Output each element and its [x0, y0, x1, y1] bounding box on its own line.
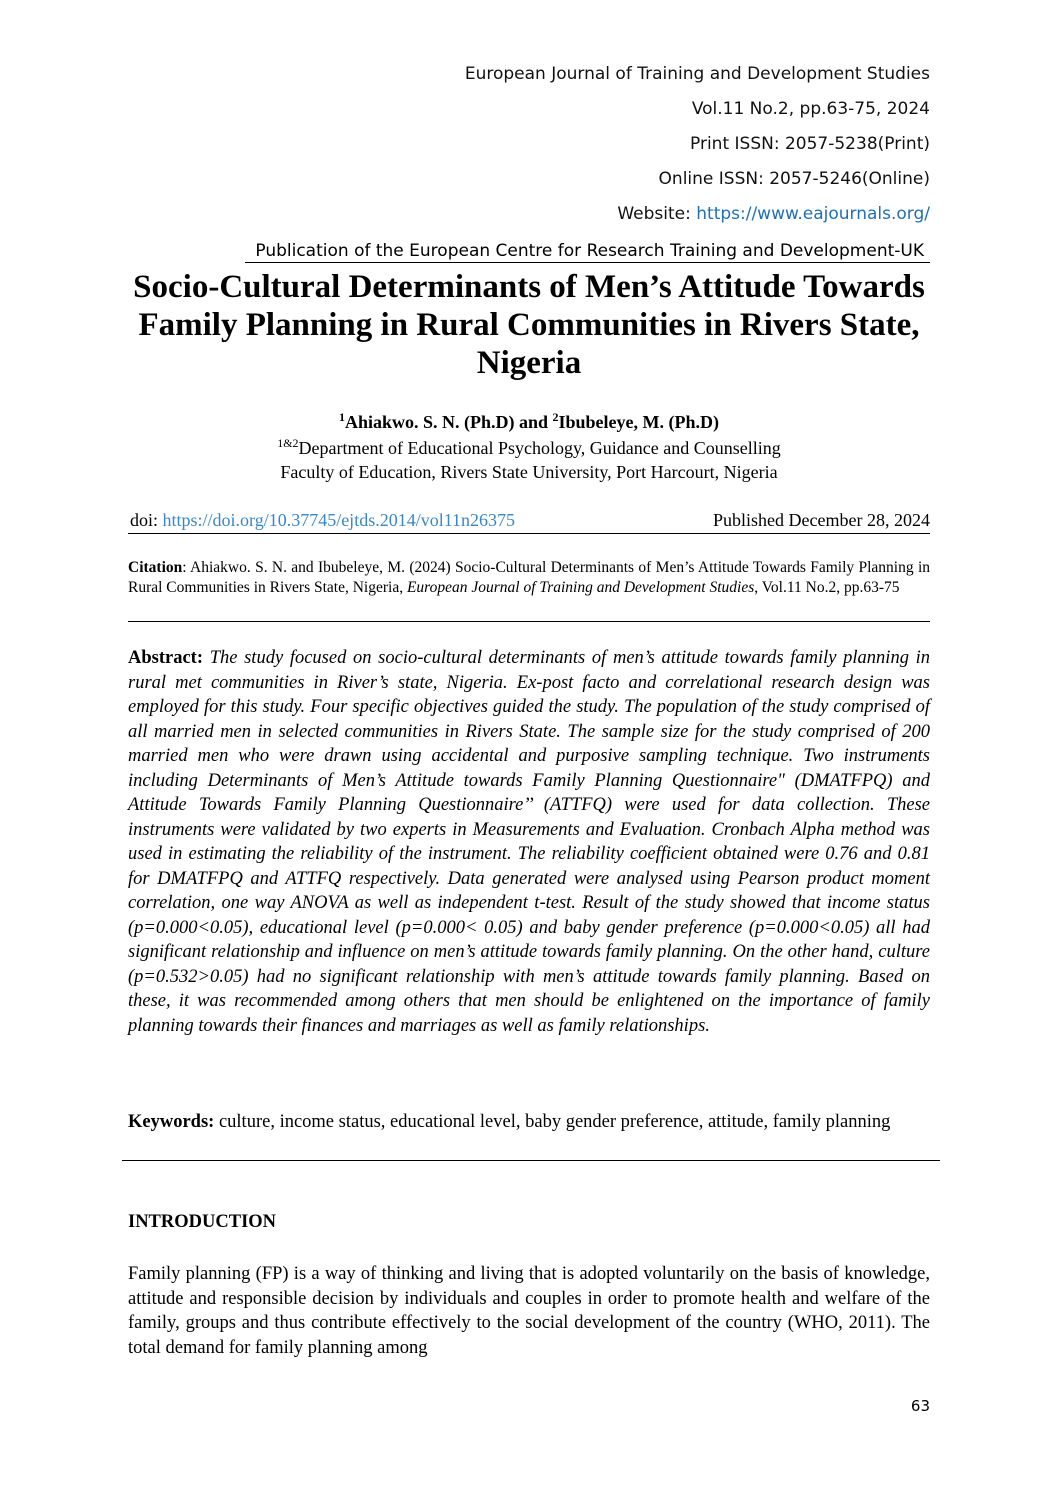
paper-title: Socio-Cultural Determinants of Men’s Attitude Towards Family Planning in Rural Communities in Rivers State, Nigeria [133, 269, 925, 381]
website-label: Website: [617, 204, 697, 224]
abstract-label: Abstract: [128, 648, 204, 668]
doi-link[interactable]: https://doi.org/10.37745/ejtds.2014/vol11n26375 [162, 510, 516, 530]
doi-label: doi: [130, 510, 163, 530]
author1-name: Ahiakwo. S. N. (Ph.D) and [344, 412, 553, 432]
citation-text: : Ahiakwo. S. N. and Ibubeleye, M. (2024) Socio-Cultural Determinants of Men’s Attitude Towards Family Planning in Rural Communities in Rivers State, Nigeria, [128, 559, 930, 596]
doi-block [130, 510, 515, 531]
print-issn: Print ISSN: 2057-5238(Print) [690, 134, 930, 154]
affiliation-department [0, 436, 1058, 459]
website-line [617, 204, 930, 224]
citation-volume: , Vol.11 No.2, pp.63-75 [754, 579, 900, 596]
page-number: 63 [910, 1397, 930, 1415]
introduction-heading: INTRODUCTION [128, 1212, 277, 1232]
website-link[interactable]: https://www.eajournals.org/ [696, 204, 930, 224]
introduction-paragraph: Family planning (FP) is a way of thinking and living that is adopted voluntarily on the basis of knowledge, attitude and responsible decision by individuals and couples in order to promote health and welfare of the family, groups and thus contribute effectively to the social development of the country (WHO, 2011). The total demand for family planning among [128, 1264, 930, 1358]
author1-marker: 1 [338, 410, 345, 424]
keywords-label: Keywords: [128, 1112, 215, 1132]
volume-info: Vol.11 No.2, pp.63-75, 2024 [691, 99, 930, 119]
affiliation-faculty: Faculty of Education, Rivers State University, Port Harcourt, Nigeria [280, 462, 778, 482]
abstract-text: The study focused on socio-cultural determinants of men’s attitude towards family planning in rural met communities in River’s state, Nigeria. Ex-post facto and correlational research design was employed for this study. Four specific objectives guided the study. The population of the study comprised of all married men in selected communities in Rivers State. The sample size for the study comprised of 200 married men who were drawn using accidental and purposive sampling technique. Two instruments including Determinants of Men’s Attitude towards Family Planning Questionnaire" (DMATFPQ) and Attitude Towards Family Planning Questionnaire’’ (ATTFQ) were used for data collection. These instruments were validated by two experts in Measurements and Evaluation. Cronbach Alpha method was used in estimating the reliability of the instrument. The reliability coefficient obtained were 0.76 and 0.81 for DMATFPQ and ATTFQ respectively. Data generated were analysed using Pearson product moment correlation, one way ANOVA as well as independent t-test. Result of the study showed that income status (p=0.000<0.05), educational level (p=0.000< 0.05) and baby gender preference (p=0.000<0.05) all had significant relationship and influence on men’s attitude towards family planning. On the other hand, culture (p=0.532>0.05) had no significant relationship with men’s attitude towards family planning. Based on these, it was recommended among others that men should be enlightened on the importance of family planning towards their finances and marriages as well as family relationships. [128, 648, 930, 1036]
author2-name: Ibubeleye, M. (Ph.D) [558, 412, 720, 432]
abstract-block [128, 646, 930, 1038]
keywords-rule [122, 1160, 940, 1161]
doi-rule [128, 533, 930, 534]
author2-marker: 2 [552, 410, 559, 424]
citation-label: Citation [128, 559, 183, 576]
keywords-block [128, 1110, 930, 1134]
citation-block [128, 558, 930, 598]
doi-row [130, 510, 930, 531]
citation-journal: European Journal of Training and Development Studies [406, 579, 755, 596]
online-issn: Online ISSN: 2057-5246(Online) [658, 169, 930, 189]
affiliation-marker: 1&2 [277, 436, 299, 450]
publisher-line: Publication of the European Centre for Research Training and Development-UK [255, 241, 924, 261]
department-name: Department of Educational Psychology, Guidance and Counselling [298, 438, 781, 458]
citation-rule [128, 621, 930, 622]
journal-name: European Journal of Training and Development Studies [464, 64, 930, 84]
keywords-text: culture, income status, educational level, baby gender preference, attitude, family planning [214, 1112, 891, 1132]
author-line [0, 410, 1058, 433]
header-rule [245, 262, 930, 263]
published-date: Published December 28, 2024 [713, 510, 930, 530]
